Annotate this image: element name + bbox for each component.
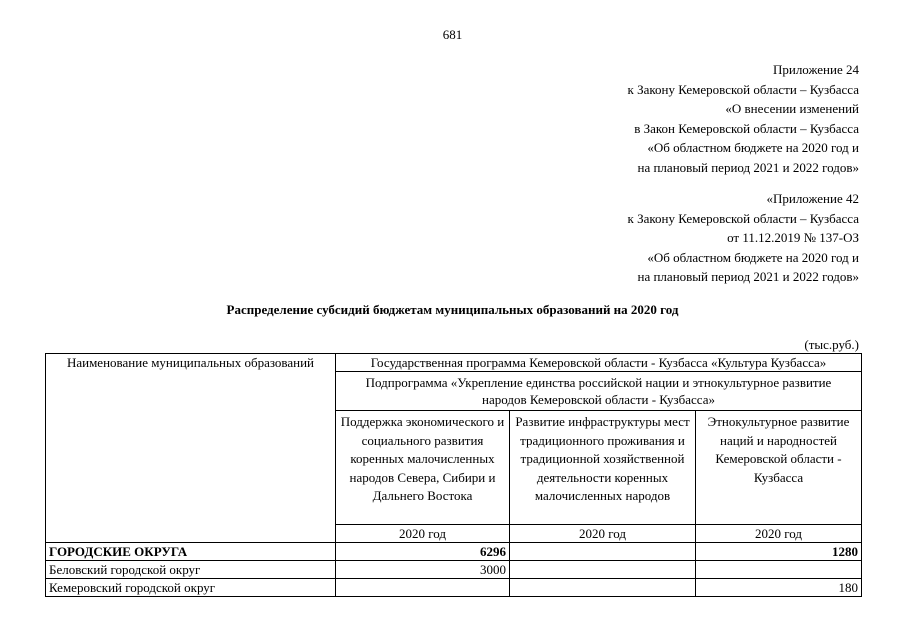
year-header: 2020 год [696, 525, 862, 543]
appendix-line: «Приложение 42 [766, 191, 859, 206]
table-row [46, 579, 862, 597]
value-cell [510, 579, 696, 597]
table-row [46, 543, 862, 561]
table-row [46, 561, 862, 579]
appendix-line: «Об областном бюджете на 2020 год и [647, 140, 859, 155]
value-cell: 180 [696, 579, 862, 597]
page-number: 681 [442, 27, 463, 42]
appendix-line: в Закон Кемеровской области – Кузбасса [634, 120, 859, 136]
appendix-line: «О внесении изменений [725, 101, 859, 116]
value-cell [336, 579, 510, 597]
appendix-line: на плановый период 2021 и 2022 годов» [637, 269, 859, 284]
value-cell [510, 543, 696, 561]
subprogram-header: Подпрограмма «Укрепление единства российской нации и этнокультурное развитие народов Кемеровской области - Кузбасса» [336, 372, 862, 411]
appendix-line: к Закону Кемеровской области – Кузбасса [627, 81, 859, 97]
subsidy-table [45, 353, 862, 597]
column-header-infrastructure: Развитие инфраструктуры мест традиционного проживания и традиционной хозяйственной деятельности коренных малочисленных народов [510, 411, 696, 525]
unit-label: (тыс.руб.) [804, 337, 859, 352]
appendix-line: на плановый период 2021 и 2022 годов» [637, 159, 859, 175]
appendix-line: Приложение 24 [772, 62, 859, 77]
appendix-line: «Об областном бюджете на 2020 год и [647, 249, 859, 265]
program-header: Государственная программа Кемеровской области - Кузбасса «Культура Кузбасса» [336, 354, 862, 372]
appendix-24-header [628, 60, 860, 177]
municipality-name: Беловский городской округ [46, 561, 336, 579]
value-cell [510, 561, 696, 579]
appendix-line: от 11.12.2019 № 137-ОЗ [727, 230, 859, 245]
appendix-line: к Закону Кемеровской области – Кузбасса [627, 210, 859, 226]
value-cell: 1280 [696, 543, 862, 561]
column-header-support: Поддержка экономического и социального развития коренных малочисленных народов Севера, Сибири и Дальнего Востока [336, 411, 510, 525]
document-title: Распределение субсидий бюджетам муниципальных образований на 2020 год [226, 302, 679, 317]
table-header-row [46, 354, 862, 372]
value-cell: 3000 [336, 561, 510, 579]
municipality-column-header: Наименование муниципальных образований [46, 354, 336, 543]
year-header: 2020 год [336, 525, 510, 543]
municipality-name: Кемеровский городской округ [46, 579, 336, 597]
value-cell [696, 561, 862, 579]
municipality-name: ГОРОДСКИЕ ОКРУГА [46, 543, 336, 561]
value-cell: 6296 [336, 543, 510, 561]
appendix-42-header [628, 189, 860, 287]
column-header-ethnocultural: Этнокультурное развитие наций и народностей Кемеровской области - Кузбасса [696, 411, 862, 525]
year-header: 2020 год [510, 525, 696, 543]
